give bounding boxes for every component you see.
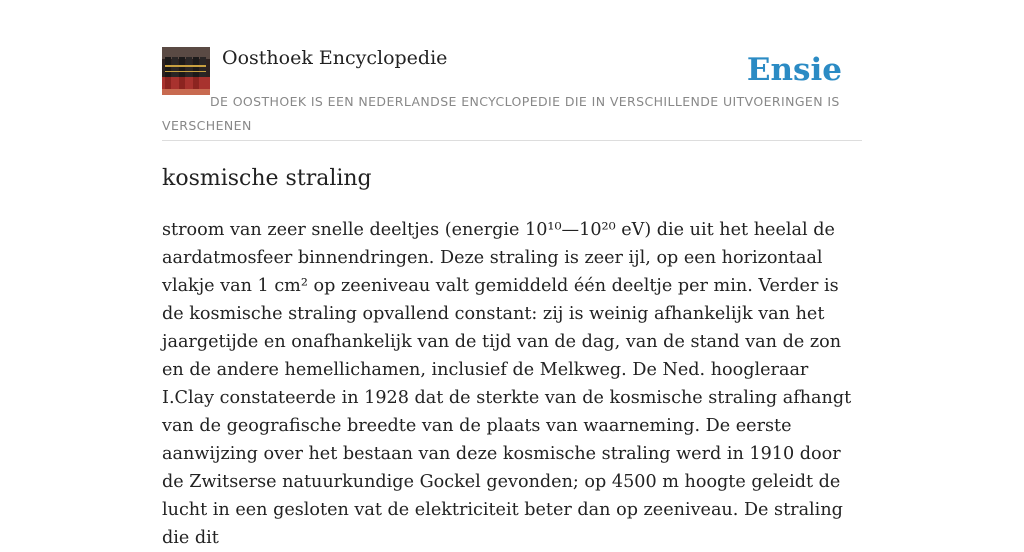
site-header <box>162 46 862 141</box>
article-title: kosmische straling <box>162 166 372 191</box>
site-description: DE OOSTHOEK IS EEN NEDERLANDSE ENCYCLOPEDIE DIE IN VERSCHILLENDE UITVOERINGEN IS VERSCHENEN <box>162 94 840 133</box>
encyclopedia-avatar-icon[interactable] <box>162 47 210 95</box>
ensie-logo-link[interactable]: Ensie <box>746 52 842 88</box>
books-icon <box>162 47 210 95</box>
article-body: stroom van zeer snelle deeltjes (energie 10¹⁰—10²⁰ eV) die uit het heelal de aardatmosfeer binnendringen. Deze straling is zeer ijl, op een horizontaal vlakje van 1 cm² op zeeniveau valt gemiddeld één deeltje per min. Verder is de kosmische straling opvallend constant: zij is weinig afhankelijk van het jaargetijde en onafhankelijk van de tijd van de dag, van de stand van de zon en de andere hemellichamen, inclusief de Melkweg. De Ned. hoogleraar I.Clay constateerde in 1928 dat de sterkte van de kosmische straling afhangt van de geografische breedte van de plaats van waarneming. De eerste aanwijzing over het bestaan van deze kosmische straling werd in 1910 door de Zwitserse natuurkundige Gockel gevonden; op 4500 m hoogte geleidt de lucht in een gesloten vat de elektriciteit beter dan op zeeniveau. De straling die dit <box>162 220 852 548</box>
site-name-link[interactable]: Oosthoek Encyclopedie <box>222 47 448 69</box>
